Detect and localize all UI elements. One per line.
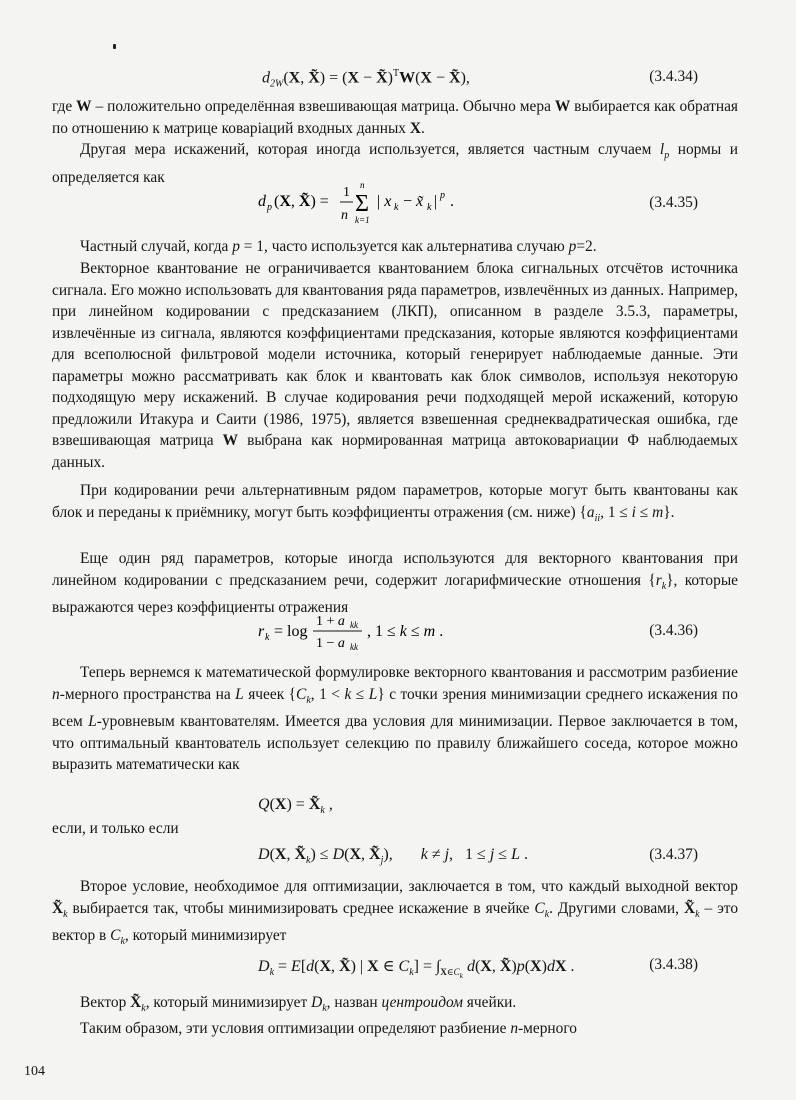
equation-3-4-35 [0, 178, 796, 230]
svg-text:(X, X̃) =: (X, X̃) = [274, 193, 329, 210]
equation-3-4-34 [0, 62, 796, 96]
svg-text:Σ: Σ [355, 191, 369, 217]
paragraph-9: Второе условие, необходимое для оптимизации, заключается в том, что каждый выходной вектор $X̃_k$ выбирается так, чтобы минимизировать среднее искажение в ячейке $C_k$. Другими словами, $X̃_k$ – это вектор в $C_k$, который минимизирует [52, 878, 739, 948]
paragraph-1: где W – положительно определённая взвешивающая матрица. Обычно мера W выбирается как обратная по отношению к матрице коварiаций входных данных X. [52, 98, 738, 137]
paragraph-10: Вектор $X̃_k$, который минимизирует $D_k$, назван центроидом ячейки. [80, 994, 517, 1015]
equation-body: $d_{2W}(X$, X̃) = (X − X̃)$^T$W(X − X̃), [262, 68, 470, 90]
equation-body: $D_k = E[d(X$, X̃) | X ∈ $C_k] = \int_{X\in C_k}$ d(X, X̃)p(X)dX . [258, 958, 575, 980]
svg-text:r: r [258, 623, 265, 640]
svg-text:|: | [434, 193, 438, 210]
equation-body: $Q(X) = X̃_k$ , [258, 796, 333, 817]
equation-number: (3.4.34) [649, 68, 698, 85]
paragraph-8: если, и только если [52, 820, 179, 837]
page-number: 104 [24, 1064, 45, 1079]
svg-text:d: d [258, 193, 266, 210]
svg-text:k: k [427, 202, 432, 213]
equation-number: (3.4.36) [649, 622, 698, 639]
equation-3-4-37 [0, 840, 796, 874]
paragraph-3: Частный случай, когда p = 1, часто используется как альтернатива случаю p=2. [80, 238, 597, 255]
paragraph-6: Еще один ряд параметров, которые иногда используются для векторного квантования при линейном кодировании с предсказанием речи, содержит логарифмические отношения $\{r_k\}$, которые выражаются через коэффициенты отражения [52, 550, 738, 617]
svg-text:− x̃: − x̃ [403, 193, 424, 210]
scan-speck [113, 44, 116, 49]
svg-text:1: 1 [343, 185, 350, 200]
paragraph-4: Векторное квантование не ограничивается квантованием блока сигнальных отсчётов источника сигнала. Его можно использовать для квантования ряда параметров, извлечённых из данных. Например, при линейном кодировании с предсказанием (ЛКП), описанном в разделе 3.5.3, параметры, извлечённые из сигнала, являются коэффициентами предсказания, которые являются коэффициентами для всеполюсной фильтровой модели источника, который генерирует наблюдаемые данные. Эти параметры можно рассматривать как блок и квантовать как блок символов, используя некоторую подходящую меру искажений. В случае кодирования речи подходящей мерой искажений, которую предложили Итакура и Саити (1986, 1975), является взвешенная среднеквадратическая ошибка, где взвешивающая матрица W выбрана как нормированная матрица автоковариации Φ наблюдаемых данных. [52, 260, 739, 471]
svg-text:.: . [450, 193, 454, 210]
svg-text:, 1 ≤ k ≤ m .: , 1 ≤ k ≤ m . [367, 623, 444, 640]
paragraph-11: Таким образом, эти условия оптимизации определяют разбиение n-мерного [80, 1020, 577, 1037]
svg-text:k: k [394, 202, 399, 213]
equation-number: (3.4.38) [649, 956, 698, 973]
svg-text:p: p [267, 202, 272, 213]
svg-text:kk: kk [350, 620, 358, 630]
svg-text:= log: = log [274, 623, 308, 640]
equation-body: D(X, $X̃_k) \le D(X$, $X̃_j$), k ≠ j, 1 ≤ j ≤ L . [258, 846, 528, 867]
equation-3-4-38 [0, 950, 796, 984]
svg-text:n: n [341, 208, 348, 223]
svg-text:n: n [360, 180, 365, 190]
svg-text:p: p [440, 190, 445, 201]
svg-text:kk: kk [350, 642, 358, 652]
svg-text:1 + a: 1 + a [316, 614, 345, 629]
paragraph-5: При кодировании речи альтернативным рядом параметров, которые могут быть квантованы как блок и переданы к приёмнику, могут быть коэффициенты отражения (см. ниже) {$a_{ii}$, 1 ≤ i ≤ m}. [52, 482, 738, 524]
svg-text:k=1: k=1 [355, 215, 370, 225]
svg-text:k: k [265, 632, 270, 643]
svg-text:| x: | x [377, 193, 392, 210]
svg-text:1 − a: 1 − a [316, 636, 345, 651]
paragraph-7: Теперь вернемся к математической формулировке векторного квантования и рассмотрим разбиение n-мерного пространства на L ячеек {$C_k$, 1 < k ≤ L} с точки зрения минимизации среднего искажения по всем L-уровневым квантователям. Имеется два условия для минимизации. Первое заключается в том, что оптимальный квантователь использует селекцию по правилу ближайшего соседа, которое можно выразить математически как [52, 664, 738, 774]
equation-number: (3.4.35) [649, 194, 698, 211]
equation-3-4-36 [0, 608, 796, 656]
paragraph-2: Другая мера искажений, которая иногда используется, является частным случаем $l_p$ нормы и определяется как [52, 141, 738, 186]
equation-number: (3.4.37) [649, 846, 698, 863]
